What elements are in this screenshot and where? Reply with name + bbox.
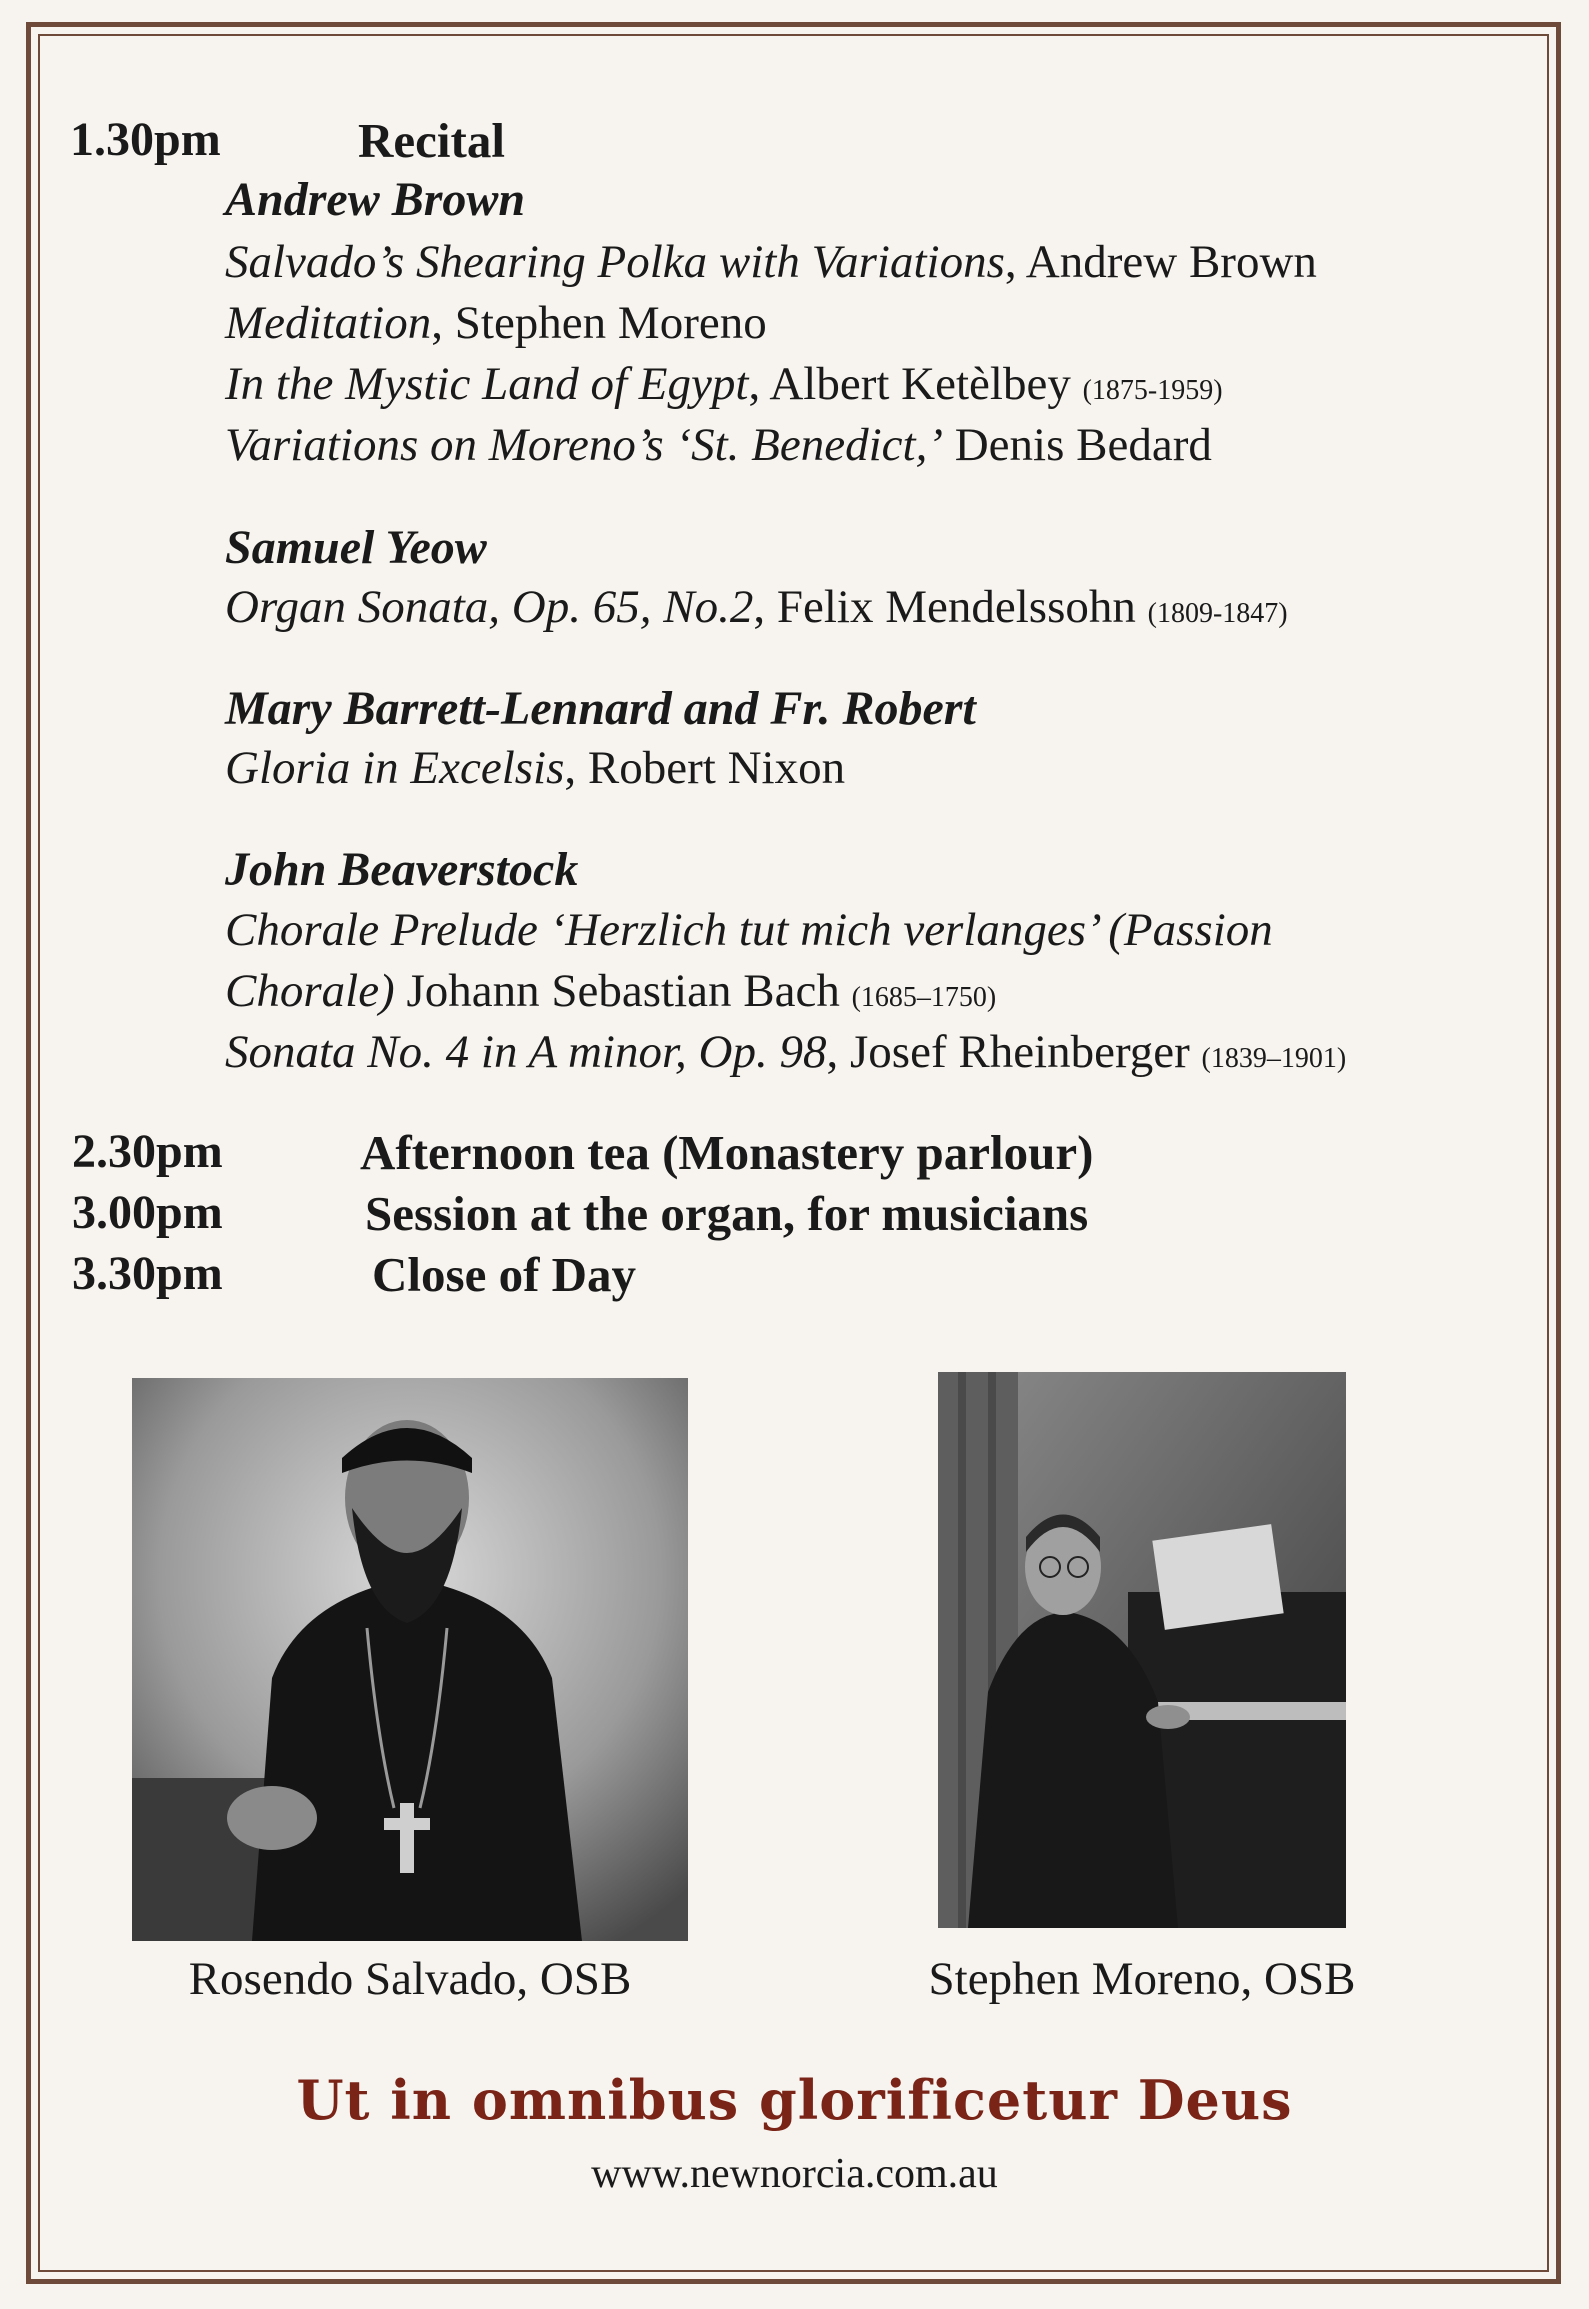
piece-line — [225, 418, 1212, 472]
piece-line — [225, 903, 1273, 957]
piece-separator: , — [1004, 236, 1026, 288]
photo-stephen-moreno — [938, 1372, 1346, 1928]
piece-title: Variations on Moreno’s ‘St. Benedict,’ — [225, 419, 943, 471]
composer-dates: (1685–1750) — [851, 982, 997, 1013]
piece-composer: Stephen Moreno — [454, 297, 767, 349]
schedule-time: 3.30pm — [72, 1247, 223, 1300]
piece-line — [225, 1025, 1346, 1079]
piece-line — [225, 964, 996, 1018]
piece-composer: Felix Mendelssohn — [776, 581, 1136, 633]
performer-john-beaverstock: John Beaverstock — [225, 843, 579, 896]
portrait-moreno — [938, 1372, 1346, 1928]
schedule-time: 2.30pm — [72, 1125, 223, 1178]
piece-title: Chorale) — [225, 965, 395, 1017]
piece-line — [225, 235, 1317, 289]
performer-mary-barrett-lennard: Mary Barrett-Lennard and Fr. Robert — [225, 682, 976, 735]
piece-separator: , — [753, 581, 777, 633]
piece-title: Salvado’s Shearing Polka with Variations — [225, 236, 1005, 288]
performer-samuel-yeow: Samuel Yeow — [225, 521, 487, 574]
website-link[interactable]: www.newnorcia.com.au — [591, 2151, 998, 2197]
schedule-time: 3.00pm — [72, 1186, 223, 1239]
piece-composer: Johann Sebastian Bach — [406, 965, 840, 1017]
composer-dates: (1809-1847) — [1147, 598, 1288, 629]
recital-time: 1.30pm — [70, 113, 221, 166]
piece-composer: Denis Bedard — [954, 419, 1212, 471]
piece-line — [225, 580, 1288, 634]
piece-separator: , — [564, 742, 588, 794]
piece-composer: Robert Nixon — [587, 742, 846, 794]
piece-separator: , — [826, 1026, 850, 1078]
latin-motto: Ut in omnibus glorificetur Deus — [296, 2068, 1293, 2132]
piece-title: Organ Sonata, Op. 65, No.2 — [225, 581, 754, 633]
composer-dates: (1875-1959) — [1082, 375, 1223, 406]
piece-separator: , — [748, 358, 770, 410]
piece-title: In the Mystic Land of Egypt — [225, 358, 749, 410]
portrait-salvado — [132, 1378, 688, 1941]
composer-dates: (1839–1901) — [1201, 1043, 1347, 1074]
photo-caption-moreno: Stephen Moreno, OSB — [928, 1953, 1356, 2005]
photo-rosendo-salvado — [132, 1378, 688, 1941]
schedule-event: Afternoon tea (Monastery parlour) — [360, 1125, 1094, 1180]
photo-caption-salvado: Rosendo Salvado, OSB — [188, 1953, 632, 2005]
piece-title: Chorale Prelude ‘Herzlich tut mich verlanges’ (Passion — [225, 904, 1273, 956]
schedule-event: Close of Day — [372, 1247, 637, 1302]
piece-title: Meditation — [225, 297, 432, 349]
piece-composer: Andrew Brown — [1025, 236, 1317, 288]
piece-separator — [395, 965, 407, 1017]
piece-line — [225, 296, 767, 350]
piece-separator — [943, 419, 955, 471]
piece-line — [225, 357, 1223, 411]
schedule-event: Session at the organ, for musicians — [365, 1186, 1089, 1241]
recital-title: Recital — [358, 113, 505, 168]
piece-composer: Josef Rheinberger — [850, 1026, 1190, 1078]
performer-andrew-brown: Andrew Brown — [225, 173, 526, 226]
piece-line — [225, 741, 845, 795]
piece-title: Gloria in Excelsis — [225, 742, 565, 794]
piece-separator: , — [431, 297, 455, 349]
piece-composer: Albert Ketèlbey — [769, 358, 1071, 410]
piece-title: Sonata No. 4 in A minor, Op. 98 — [225, 1026, 827, 1078]
